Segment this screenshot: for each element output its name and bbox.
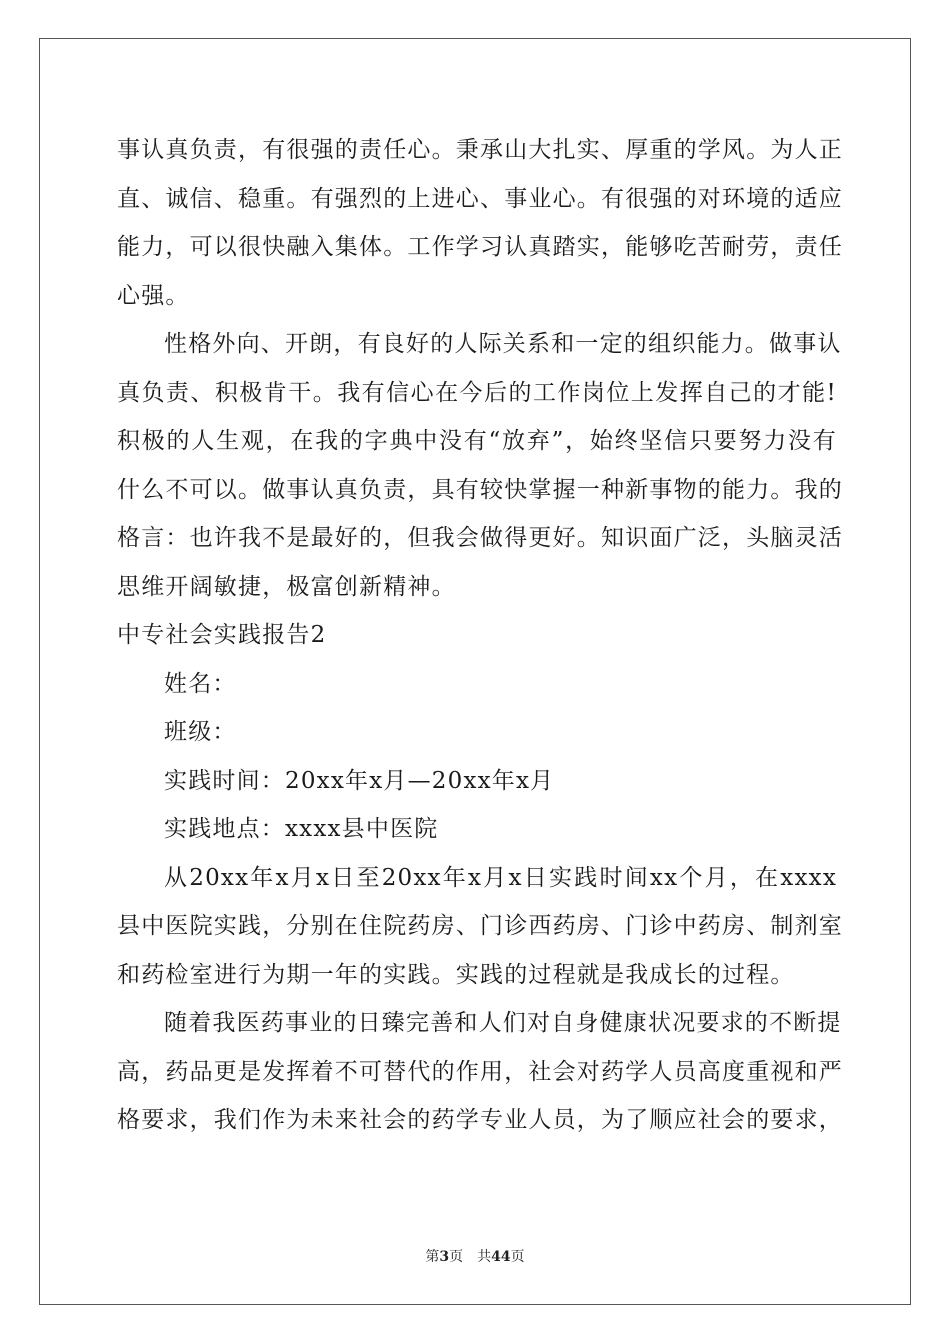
paragraph-3 — [117, 854, 843, 1000]
page-number: 3 — [439, 1249, 450, 1265]
page-footer — [0, 1246, 950, 1266]
paragraph-line: 格言：也许我不是最好的，但我会做得更好。知识面广泛，头脑灵活 — [117, 525, 843, 551]
paragraph-line: 真负责、积极肯干。我有信心在今后的工作岗位上发挥自己的才能! — [117, 379, 837, 406]
page-prefix: 第 — [425, 1249, 440, 1265]
paragraph-line: 能力，可以很快融入集体。工作学习认真踏实，能够吃苦耐劳，责任 — [117, 234, 843, 260]
field-time: 实践时间：20xx年x月—20xx年x月 — [164, 767, 555, 794]
paragraph-line: 直、诚信、稳重。有强烈的上进心、事业心。有很强的对环境的适应 — [117, 185, 843, 212]
paragraph-4 — [117, 999, 843, 1145]
paragraph-line: 从20xx年x月x日至20xx年x月x日实践时间xx个月，在xxxx — [164, 864, 837, 891]
paragraph-line: 性格外向、开朗，有良好的人际关系和一定的组织能力。做事认 — [164, 331, 842, 357]
total-pages: 44 — [491, 1249, 511, 1265]
paragraph-line: 积极的人生观，在我的字典中没有“放弃”，始终坚信只要努力没有 — [117, 428, 837, 454]
paragraph-line: 思维开阔敏捷，极富创新精神。 — [117, 573, 456, 600]
paragraph-line: 事认真负责，有很强的责任心。秉承山大扎实、厚重的学风。为人正 — [117, 137, 843, 163]
field-place: 实践地点：xxxx县中医院 — [164, 816, 439, 842]
document-body — [117, 126, 843, 1145]
paragraph-line: 随着我医药事业的日臻完善和人们对自身健康状况要求的不断提 — [164, 1010, 842, 1036]
total-prefix: 共 — [477, 1249, 492, 1265]
paragraph-line: 高，药品更是发挥着不可替代的作用，社会对药学人员高度重视和严 — [117, 1058, 843, 1085]
paragraph-line: 县中医院实践，分别在住院药房、门诊西药房、门诊中药房、制剂室 — [117, 913, 843, 939]
field-name: 姓名： — [164, 670, 237, 697]
paragraph-2 — [117, 320, 843, 611]
total-suffix: 页 — [510, 1249, 525, 1265]
page-suffix: 页 — [449, 1249, 464, 1265]
paragraph-line: 格要求，我们作为未来社会的药学专业人员，为了顺应社会的要求， — [117, 1107, 843, 1133]
paragraph-line: 心强。 — [117, 282, 190, 309]
field-class: 班级： — [164, 719, 237, 745]
paragraph-line: 和药检室进行为期一年的实践。实践的过程就是我成长的过程。 — [117, 961, 795, 988]
section-heading: 中专社会实践报告2 — [117, 622, 327, 648]
paragraph-line: 什么不可以。做事认真负责，具有较快掌握一种新事物的能力。我的 — [117, 476, 843, 503]
paragraph-1 — [117, 126, 843, 320]
